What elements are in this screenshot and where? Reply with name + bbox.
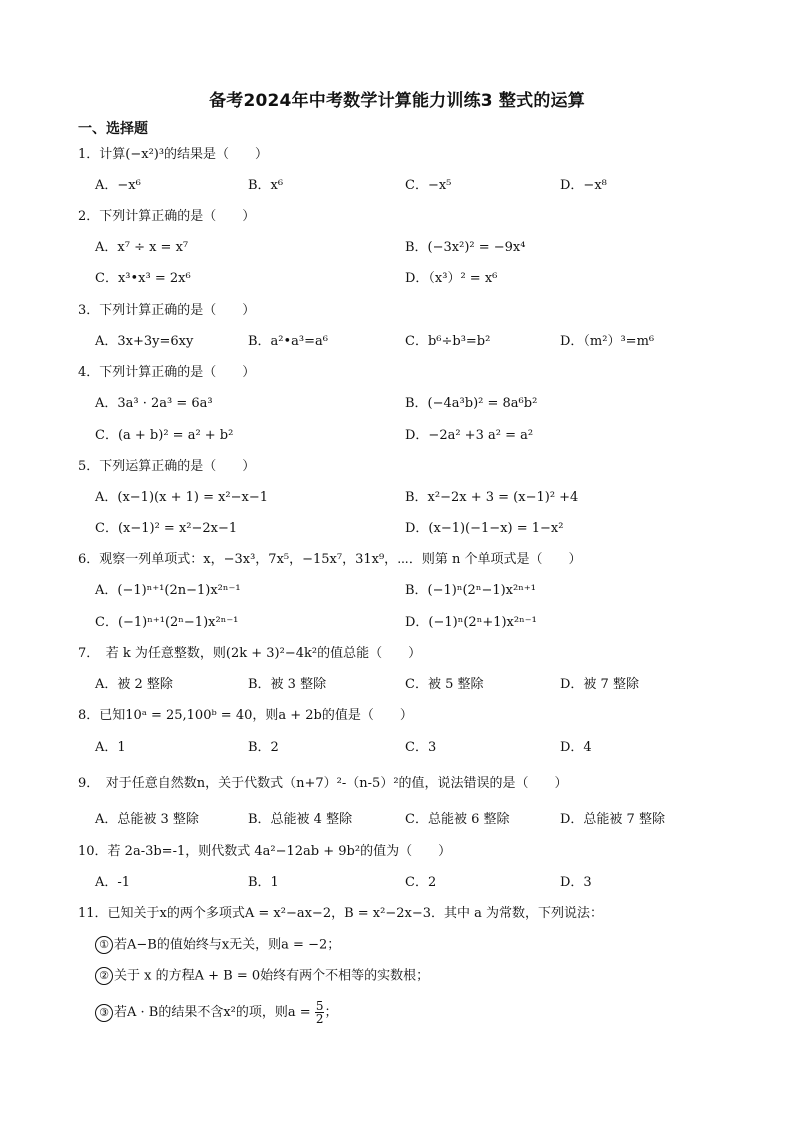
question-1-option-a: A．−x⁶ <box>95 178 141 193</box>
question-8-option-c: C．3 <box>405 740 437 755</box>
question-8-option-a: A．1 <box>95 740 126 755</box>
section-title: 一、选择题 <box>78 121 148 137</box>
question-7-option-d: D．被 7 整除 <box>560 677 639 692</box>
question-11-statement-2 <box>95 967 429 986</box>
question-3-stem: 3．下列计算正确的是（ ） <box>78 303 256 318</box>
question-4-option-a: A．3a³ · 2a³ = 6a³ <box>95 396 213 411</box>
fraction-five-halves <box>315 1000 325 1025</box>
question-9-option-a: A．总能被 3 整除 <box>95 812 199 827</box>
question-3-option-c: C．b⁶÷b³=b² <box>405 334 491 349</box>
question-7-option-c: C．被 5 整除 <box>405 677 484 692</box>
statement-1-text: 若A−B的值始终与x无关，则a = −2； <box>114 937 341 953</box>
question-4-option-b: B．(−4a³b)² = 8a⁶b² <box>405 396 538 411</box>
question-3-option-d: D．（m²）³=m⁶ <box>560 334 655 349</box>
question-5-option-b: B．x²−2x + 3 = (x−1)² +4 <box>405 490 579 505</box>
question-1-stem: 1．计算(−x²)³的结果是（ ） <box>78 147 269 162</box>
question-6-option-c: C．(−1)ⁿ⁺¹(2ⁿ−1)x²ⁿ⁻¹ <box>95 615 239 630</box>
question-10-option-c: C．2 <box>405 875 437 890</box>
question-3-option-a: A．3x+3y=6xy <box>95 334 194 349</box>
question-1-option-b: B．x⁶ <box>248 178 284 193</box>
question-2-option-b: B．(−3x²)² = −9x⁴ <box>405 240 526 255</box>
question-4-option-c: C．(a + b)² = a² + b² <box>95 428 234 443</box>
fraction-denominator: 2 <box>315 1012 324 1026</box>
question-5-option-d: D．(x−1)(−1−x) = 1−x² <box>405 521 564 536</box>
question-10-option-b: B．1 <box>248 875 279 890</box>
question-6-option-d: D．(−1)ⁿ(2ⁿ+1)x²ⁿ⁻¹ <box>405 615 537 630</box>
question-2-option-c: C．x³•x³ = 2x⁶ <box>95 271 191 286</box>
question-8-stem: 8．已知10ᵃ = 25,100ᵇ = 40，则a + 2b的值是（ ） <box>78 708 413 723</box>
question-6-option-a: A．(−1)ⁿ⁺¹(2n−1)x²ⁿ⁻¹ <box>95 583 241 598</box>
question-7-option-b: B．被 3 整除 <box>248 677 327 692</box>
question-11-statement-3 <box>95 998 337 1028</box>
circled-number-1: ① <box>95 936 113 954</box>
page-title: 备考2024年中考数学计算能力训练3 整式的运算 <box>209 91 585 111</box>
question-7-option-a: A．被 2 整除 <box>95 677 173 692</box>
question-9-option-d: D．总能被 7 整除 <box>560 812 665 827</box>
question-2-option-d: D．（x³）² = x⁶ <box>405 271 498 286</box>
question-6-option-b: B．(−1)ⁿ(2ⁿ−1)x²ⁿ⁺¹ <box>405 583 536 598</box>
question-10-option-a: A．-1 <box>95 875 131 890</box>
question-2-option-a: A．x⁷ ÷ x = x⁷ <box>95 240 189 255</box>
question-7-stem: 7． 若 k 为任意整数，则(2k + 3)²−4k²的值总能（ ） <box>78 646 422 661</box>
question-4-option-d: D．−2a² +3 a² = a² <box>405 428 534 443</box>
question-3-option-b: B．a²•a³=a⁶ <box>248 334 328 349</box>
question-9-stem: 9． 对于任意自然数n，关于代数式（n+7）²-（n-5）²的值，说法错误的是（ ） <box>78 776 568 791</box>
question-8-option-d: D．4 <box>560 740 592 755</box>
statement-3-end: ； <box>324 1005 338 1020</box>
question-6-stem: 6．观察一列单项式：x，−3x³，7x⁵，−15x⁷，31x⁹，⋯．则第 n 个单项式是（ ） <box>78 552 582 567</box>
question-10-stem: 10．若 2a-3b=-1，则代数式 4a²−12ab + 9b²的值为（ ） <box>78 844 452 859</box>
question-5-option-c: C．(x−1)² = x²−2x−1 <box>95 521 238 536</box>
question-1-option-d: D．−x⁸ <box>560 178 607 193</box>
question-9-option-b: B．总能被 4 整除 <box>248 812 353 827</box>
circled-number-2: ② <box>95 967 113 985</box>
question-2-stem: 2．下列计算正确的是（ ） <box>78 209 256 224</box>
question-5-stem: 5．下列运算正确的是（ ） <box>78 459 256 474</box>
circled-number-3: ③ <box>95 1004 113 1022</box>
question-11-stem: 11．已知关于x的两个多项式A = x²−ax−2，B = x²−2x−3．其中 a 为常数，下列说法： <box>78 906 604 921</box>
statement-2-text: 关于 x 的方程A + B = 0始终有两个不相等的实数根； <box>114 968 430 984</box>
question-1-option-c: C．−x⁵ <box>405 178 452 193</box>
statement-3-text: 若A · B的结果不含x²的项，则a = <box>114 1005 311 1020</box>
question-9-option-c: C．总能被 6 整除 <box>405 812 510 827</box>
question-8-option-b: B．2 <box>248 740 279 755</box>
question-4-stem: 4．下列计算正确的是（ ） <box>78 365 256 380</box>
fraction-numerator: 5 <box>315 999 324 1013</box>
question-11-statement-1 <box>95 936 340 955</box>
question-5-option-a: A．(x−1)(x + 1) = x²−x−1 <box>95 490 269 505</box>
question-10-option-d: D．3 <box>560 875 592 890</box>
